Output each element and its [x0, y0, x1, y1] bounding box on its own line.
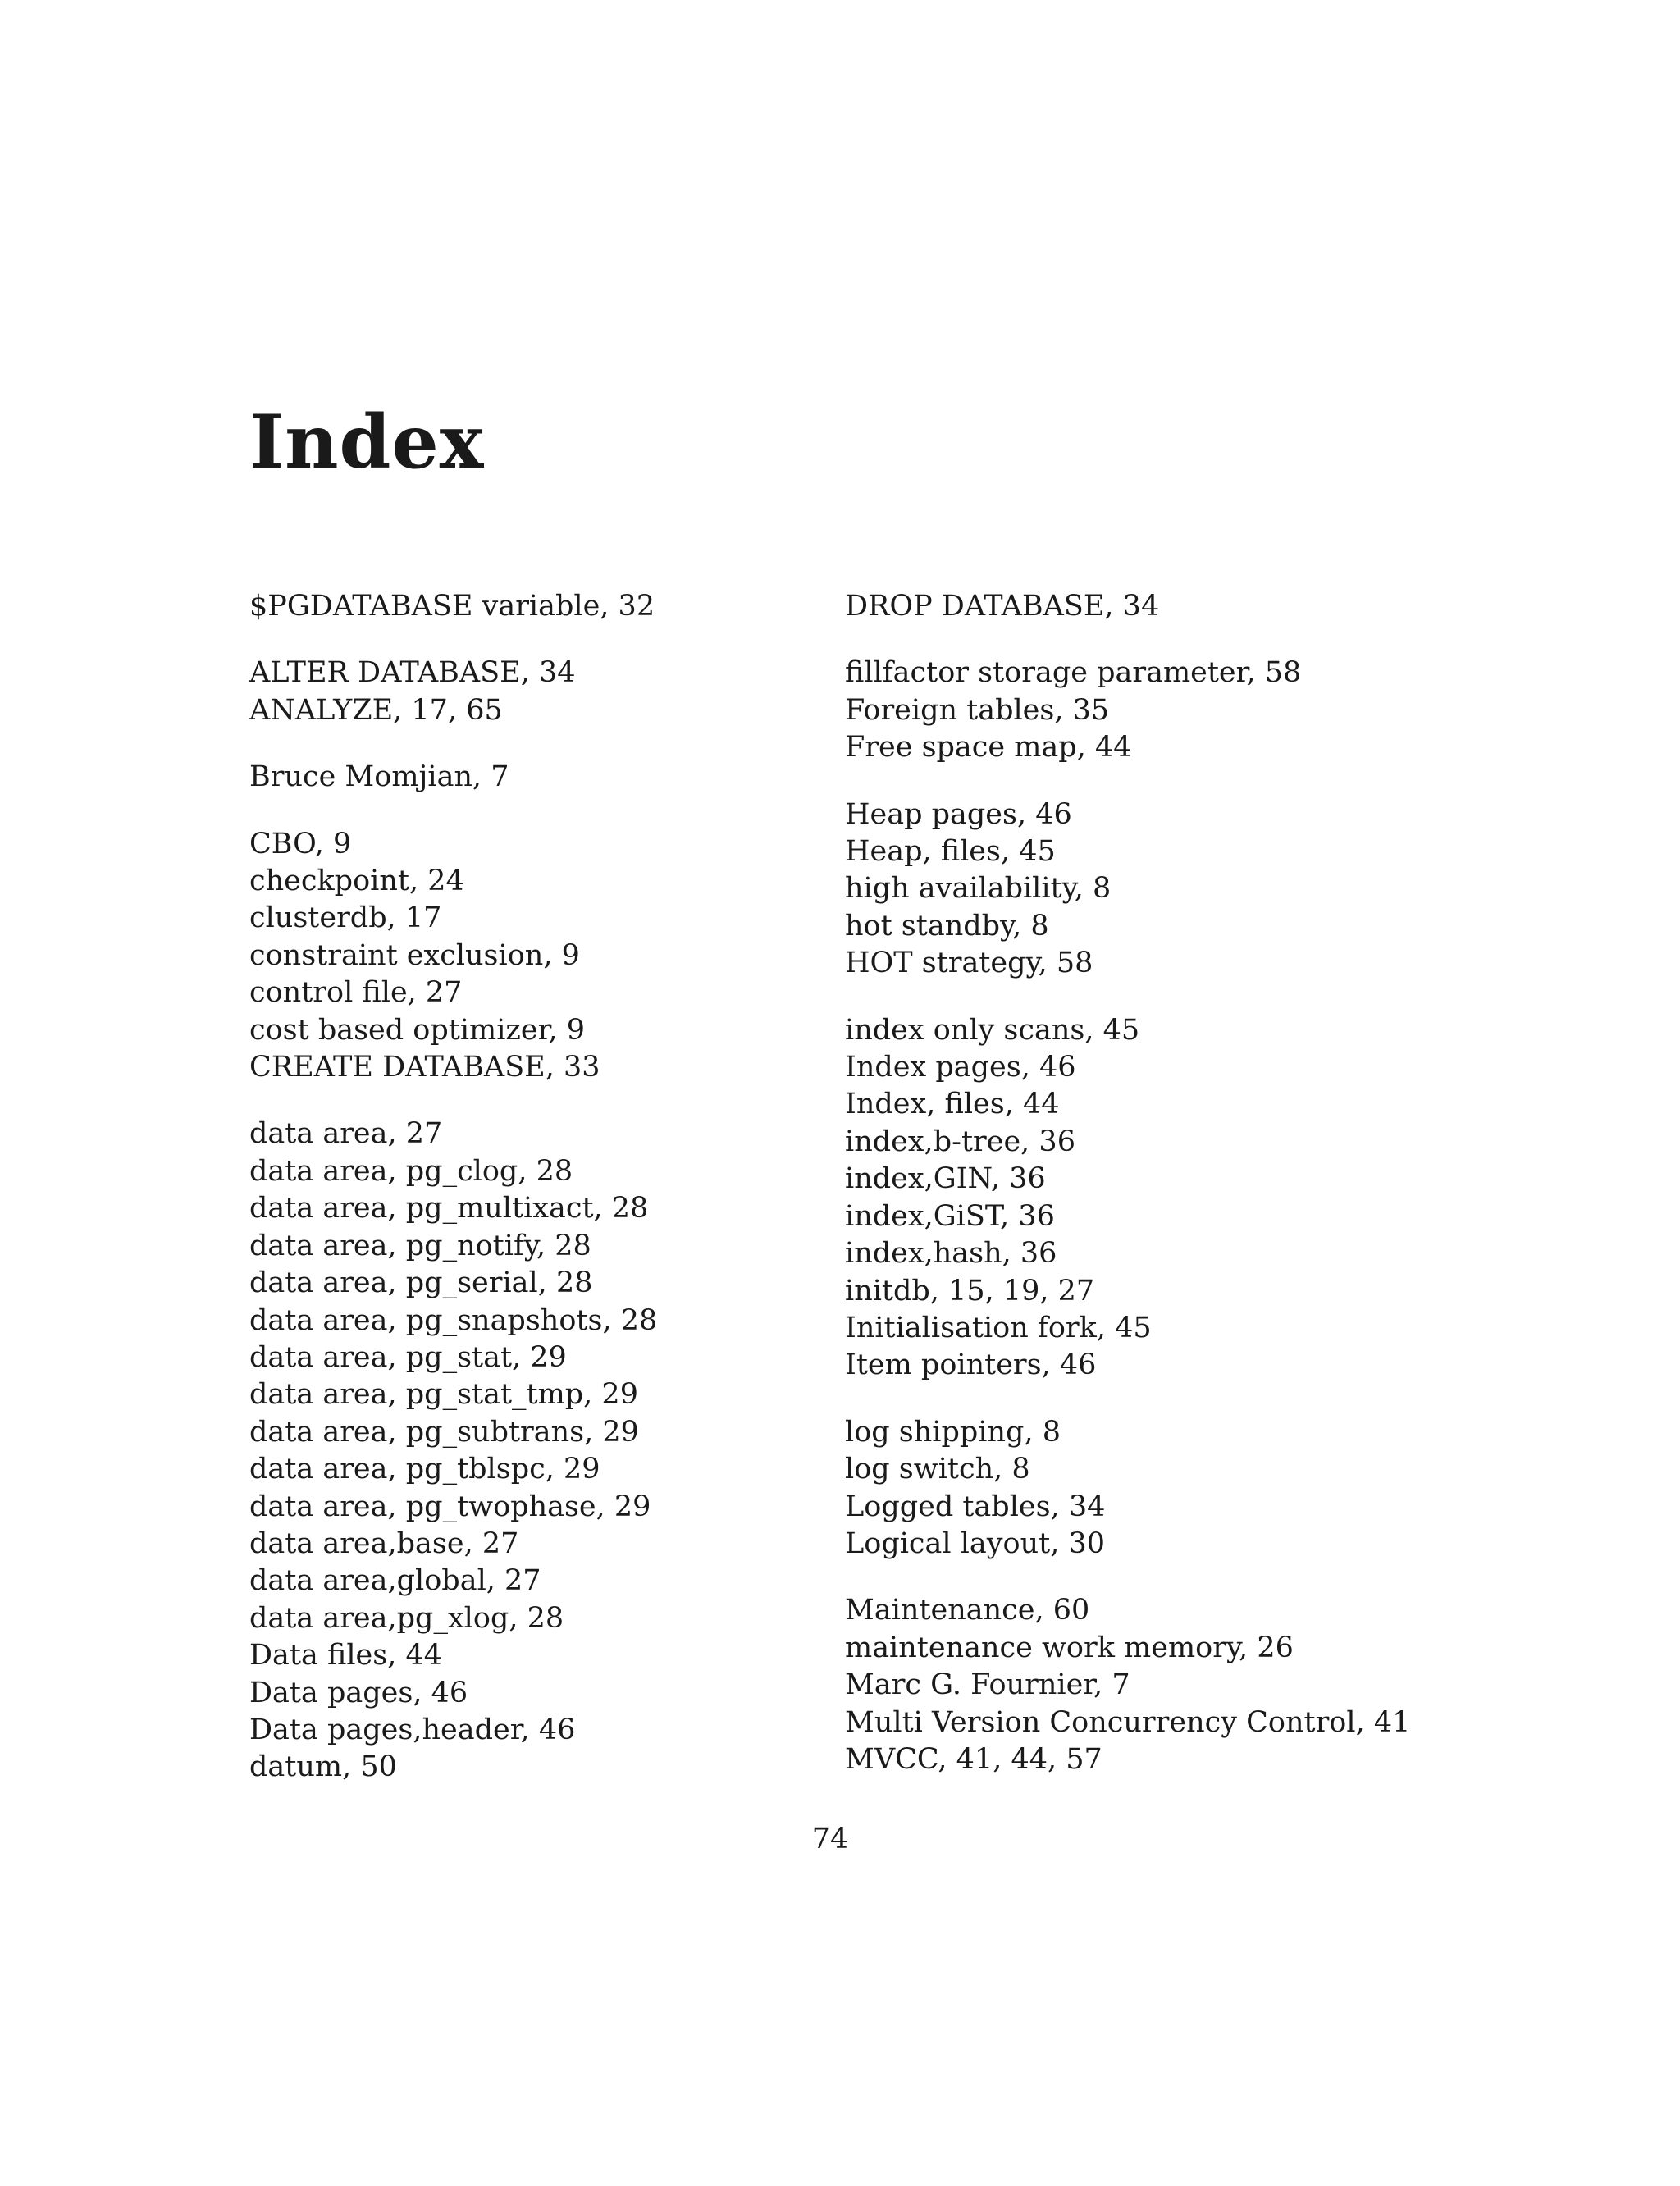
- index-entry: Initialisation fork, 45: [845, 1311, 1152, 1344]
- index-entry: Logical layout, 30: [845, 1527, 1105, 1560]
- index-entry: Maintenance, 60: [845, 1594, 1090, 1627]
- index-entry: index only scans, 45: [845, 1013, 1140, 1047]
- index-group: [845, 1592, 1410, 1778]
- index-group: [249, 826, 657, 1087]
- index-entry: HOT strategy, 58: [845, 947, 1093, 980]
- index-entry: Bruce Momjian, 7: [249, 760, 509, 794]
- page-number: 74: [811, 1823, 849, 1855]
- index-entry: Item pointers, 46: [845, 1349, 1097, 1382]
- index-entry: data area, pg_multixact, 28: [249, 1192, 649, 1225]
- index-entry: data area, pg_twophase, 29: [249, 1490, 651, 1523]
- index-entry: Data pages, 46: [249, 1676, 468, 1709]
- index-group: [249, 655, 657, 729]
- index-entry: MVCC, 41, 44, 57: [845, 1742, 1102, 1776]
- index-entry: maintenance work memory, 26: [845, 1631, 1294, 1664]
- index-entry: data area, pg_stat, 29: [249, 1340, 567, 1374]
- index-entry: cost based optimizer, 9: [249, 1013, 585, 1047]
- index-entry: index,hash, 36: [845, 1237, 1057, 1271]
- index-entry: Data pages,header, 46: [249, 1713, 576, 1746]
- index-group: [249, 759, 657, 796]
- index-entry: data area,global, 27: [249, 1564, 541, 1598]
- index-entry: data area,base, 27: [249, 1527, 519, 1560]
- index-entry: data area, pg_stat_tmp, 29: [249, 1378, 638, 1412]
- index-group: [249, 1116, 657, 1786]
- index-entry: Logged tables, 34: [845, 1490, 1106, 1523]
- index-entry: data area, pg_serial, 28: [249, 1266, 593, 1300]
- index-entry: Index, files, 44: [845, 1088, 1060, 1121]
- index-entry: high availability, 8: [845, 872, 1112, 906]
- index-entry: data area, pg_subtrans, 29: [249, 1415, 639, 1449]
- index-entry: data area, pg_tblspc, 29: [249, 1453, 600, 1486]
- index-entry: $PGDATABASE variable, 32: [249, 590, 655, 623]
- index-group: [249, 588, 657, 625]
- index-entry: Data files, 44: [249, 1639, 442, 1673]
- index-entry: control file, 27: [249, 976, 463, 1010]
- index-group: [845, 1414, 1410, 1563]
- index-entry: data area, pg_snapshots, 28: [249, 1303, 658, 1337]
- index-entry: index,GIN, 36: [845, 1162, 1046, 1196]
- index-entry: Index pages, 46: [845, 1051, 1076, 1084]
- index-group: [845, 655, 1410, 766]
- index-entry: Foreign tables, 35: [845, 693, 1110, 727]
- index-group: [845, 796, 1410, 983]
- index-entry: hot standby, 8: [845, 909, 1049, 942]
- index-entry: Multi Version Concurrency Control, 41: [845, 1705, 1411, 1739]
- index-entry: log shipping, 8: [845, 1415, 1061, 1449]
- index-entry: data area, pg_clog, 28: [249, 1154, 573, 1188]
- page-title: Index: [249, 399, 485, 486]
- index-entry: data area, pg_notify, 28: [249, 1229, 591, 1262]
- index-entry: datum, 50: [249, 1750, 397, 1784]
- index-entry: clusterdb, 17: [249, 901, 442, 935]
- index-entry: index,GiST, 36: [845, 1199, 1055, 1233]
- index-column-right: [845, 588, 1410, 1808]
- index-entry: DROP DATABASE, 34: [845, 590, 1160, 623]
- index-entry: CREATE DATABASE, 33: [249, 1051, 600, 1084]
- index-entry: ANALYZE, 17, 65: [249, 693, 503, 727]
- index-entry: Marc G. Fournier, 7: [845, 1668, 1130, 1702]
- index-entry: index,b-tree, 36: [845, 1125, 1075, 1158]
- index-entry: CBO, 9: [249, 827, 352, 860]
- index-entry: Free space map, 44: [845, 731, 1132, 764]
- index-entry: ALTER DATABASE, 34: [249, 656, 576, 690]
- index-group: [845, 588, 1410, 625]
- index-entry: Heap pages, 46: [845, 797, 1072, 831]
- index-entry: log switch, 8: [845, 1453, 1030, 1486]
- index-entry: data area,pg_xlog, 28: [249, 1601, 564, 1635]
- index-entry: data area, 27: [249, 1117, 443, 1151]
- index-entry: Heap, files, 45: [845, 835, 1056, 869]
- index-entry: initdb, 15, 19, 27: [845, 1274, 1095, 1307]
- index-group: [845, 1012, 1410, 1385]
- index-entry: fillfactor storage parameter, 58: [845, 656, 1302, 690]
- index-entry: checkpoint, 24: [249, 865, 464, 898]
- index-column-left: [249, 588, 657, 1816]
- index-entry: constraint exclusion, 9: [249, 938, 580, 972]
